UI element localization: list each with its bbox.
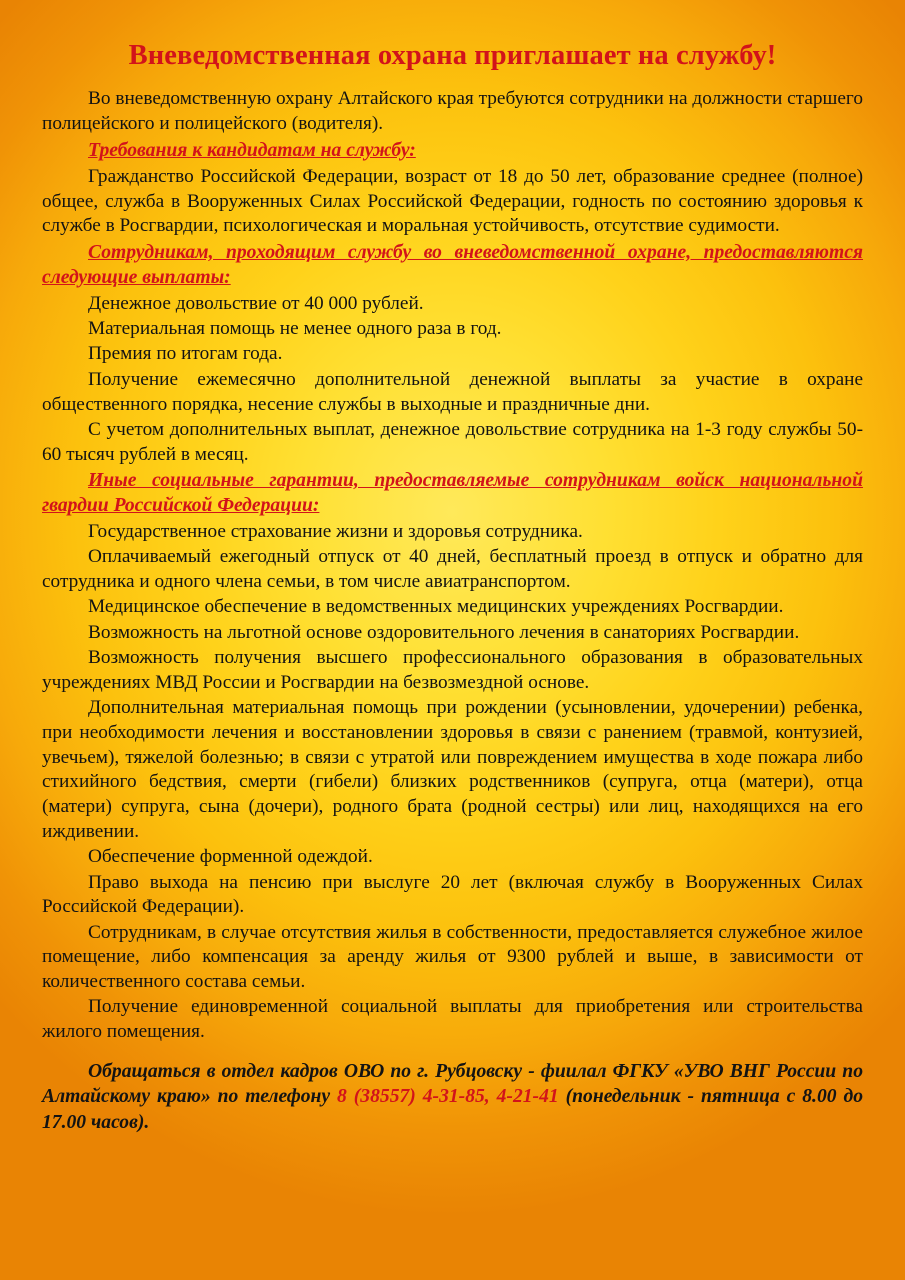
guarantee-item: Обеспечение форменной одеждой. <box>88 846 373 868</box>
guarantee-item: Возможность на льготной основе оздоровительного лечения в санаториях Росгвардии. <box>88 621 800 643</box>
guarantee-item: Государственное страхование жизни и здоровья сотрудника. <box>88 521 583 543</box>
page-title: Вневедомственная охрана приглашает на службу! <box>128 40 777 71</box>
contact-text-after-phone: (понедельник - пятница с 8.00 до 17.00 часов). <box>42 1086 863 1133</box>
guarantee-item: Оплачиваемый ежегодный отпуск от 40 дней, бесплатный проезд в отпуск и обратно для сотрудника и одного члена семьи, в том числе авиатранспортом. <box>42 546 863 593</box>
payment-item: Денежное довольствие от 40 000 рублей. <box>88 292 424 314</box>
contact-block <box>42 1059 863 1135</box>
payment-item: Получение ежемесячно дополнительной денежной выплаты за участие в охране общественного порядка, несение службы в выходные и праздничные дни. <box>42 368 863 415</box>
guarantee-item: Сотрудникам, в случае отсутствия жилья в собственности, предоставляется служебное жилое помещение, либо компенсация за аренду жилья от 9300 рублей и выше, в зависимости от количественного состава семьи. <box>42 921 863 993</box>
contact-text-before-phone: Обращаться в отдел кадров ОВО по г. Рубцовску - фиилал ФГКУ «УВО ВНГ России по Алтайскому краю» по телефону <box>42 1061 863 1108</box>
guarantee-item: Возможность получения высшего профессионального образования в образовательных учреждениях МВД России и Росгвардии на безвозмездной основе. <box>42 647 863 693</box>
payment-item: С учетом дополнительных выплат, денежное довольствие сотрудника на 1-3 году службы 50-60 тысяч рублей в месяц. <box>42 418 863 465</box>
guarantee-item: Право выхода на пенсию при выслуге 20 лет (включая службу в Вооруженных Силах Российской Федерации). <box>42 871 863 918</box>
contact-phone[interactable]: 8 (38557) 4-31-85, 4-21-41 <box>337 1086 559 1108</box>
intro-paragraph: Во вневедомственную охрану Алтайского края требуются сотрудники на должности старшего полицейского и полицейского (водителя). <box>42 88 863 135</box>
guarantee-item: Медицинское обеспечение в ведомственных медицинских учреждениях Росгвардии. <box>88 596 784 618</box>
payment-item: Материальная помощь не менее одного раза в год. <box>88 318 502 340</box>
payment-item: Премия по итогам года. <box>88 343 283 365</box>
guarantee-item: Дополнительная материальная помощь при рождении (усыновлении, удочерении) ребенка, при необходимости лечения и восстановлении здоровья в связи с ранением (травмой, контузией, увечьем), тяжелой болезнью; в связи с утратой или повреждением имущества в ходе пожара либо стихийного бедствия, смерти (гибели) близких родственников (супруга, отца (матери), отца (матери) супруга, сына (дочери), родного брата (родной сестры) или лиц, находящихся на его иждивении. <box>42 697 863 842</box>
section-heading-social-guarantees: Иные социальные гарантии, предоставляемые сотрудникам войск национальной гвардии Российской Федерации: <box>42 470 863 517</box>
requirements-paragraph: Гражданство Российской Федерации, возраст от 18 до 50 лет, образование среднее (полное) общее, служба в Вооруженных Силах Российской Федерации, годность по состоянию здоровья к службе в Росгвардии, психологическая и моральная устойчивость, отсутствие судимости. <box>42 165 863 237</box>
guarantee-item: Получение единовременной социальной выплаты для приобретения или строительства жилого помещения. <box>42 996 863 1043</box>
section-heading-payments: Сотрудникам, проходящим службу во вневедомственной охране, предоставляются следующие выплаты: <box>42 242 863 288</box>
section-heading-requirements: Требования к кандидатам на службу: <box>88 139 416 161</box>
